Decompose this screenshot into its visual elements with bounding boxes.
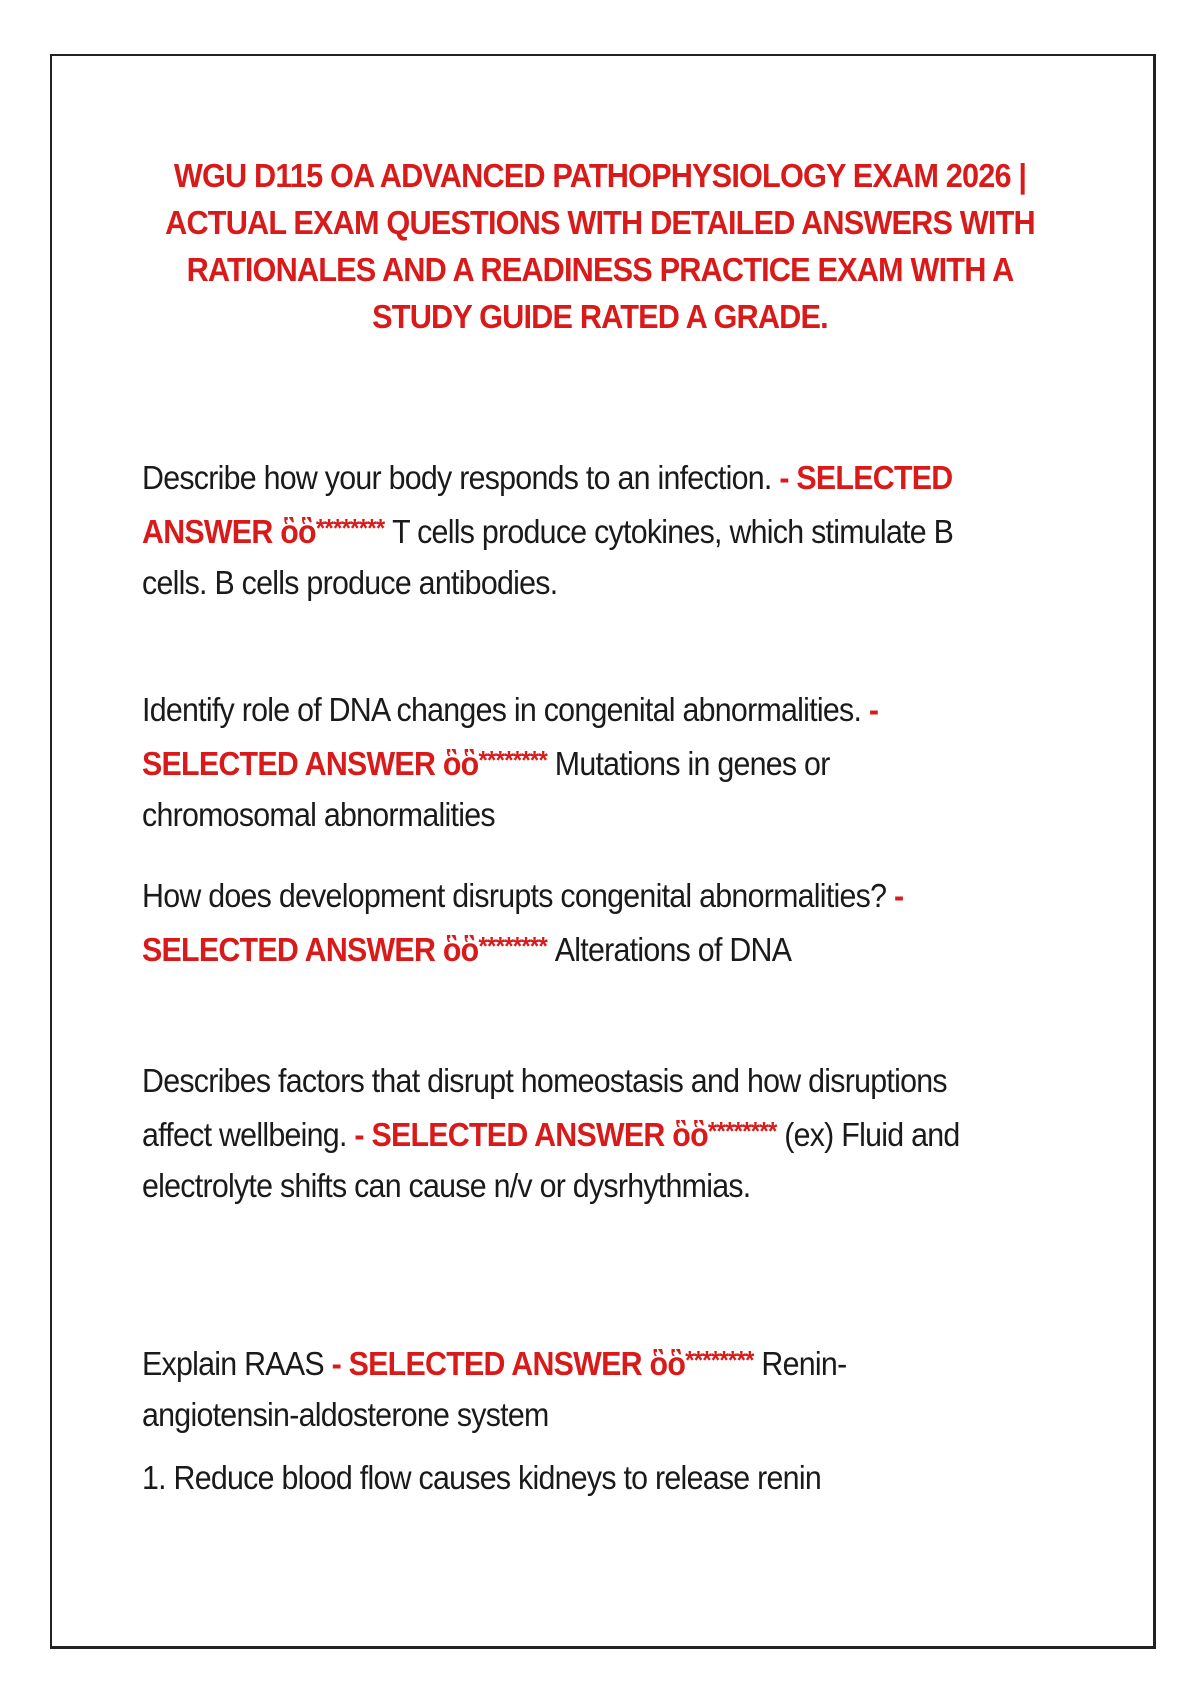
qa-item-infection-response [142, 452, 998, 608]
question-text: Describe how your body responds to an infection. [142, 459, 772, 496]
answer-text: T cells produce cytokines, which stimulate B cells. B cells produce antibodies. [142, 513, 954, 601]
answer-separator: - [868, 691, 879, 728]
answer-text: Mutations in genes or chromosomal abnormalities [142, 745, 830, 833]
answer-marker-stars: ******** [478, 931, 548, 961]
answer-marker-glyph: ὃὃ [649, 1345, 686, 1382]
selected-answer-label: SELECTED ANSWER [142, 745, 436, 782]
question-text: Explain RAAS [142, 1345, 324, 1382]
answer-marker-stars: ******** [685, 1345, 754, 1375]
question-text: How does development disrupts congenital abnormalities? [142, 877, 887, 914]
answer-marker-stars: ******** [315, 513, 385, 543]
question-text: Identify role of DNA changes in congenital abnormalities. [142, 691, 862, 728]
question-text: Describes factors that disrupt homeostasis and how disruptions affect wellbeing. [142, 1062, 947, 1153]
qa-item-dna-changes [142, 684, 998, 840]
qa-item-raas [142, 1335, 998, 1440]
answer-marker-glyph: ὃὃ [442, 931, 479, 968]
answer-separator: - [779, 459, 789, 496]
answer-separator: - [354, 1116, 364, 1153]
answer-marker-stars: ******** [707, 1116, 777, 1146]
selected-answer-label: SELECTED ANSWER [371, 1116, 665, 1153]
answer-separator: - [331, 1345, 341, 1382]
raas-step-1: 1. Reduce blood flow causes kidneys to release renin [142, 1459, 821, 1496]
selected-answer-label: SELECTED ANSWER [348, 1345, 642, 1382]
qa-item-homeostasis [142, 1055, 998, 1211]
qa-item-development-disruption [142, 870, 998, 975]
selected-answer-label: SELECTED ANSWER [142, 459, 953, 550]
answer-marker-glyph: ὃὃ [672, 1116, 708, 1153]
answer-marker-glyph: ὃὃ [442, 745, 479, 782]
answer-text: Renin-angiotensin-aldosterone system [142, 1345, 847, 1433]
answer-marker-stars: ******** [478, 745, 548, 775]
answer-marker-glyph: ὃὃ [280, 513, 316, 550]
answer-text: Alterations of DNA [554, 931, 792, 968]
answer-separator: - [893, 877, 904, 914]
selected-answer-label: SELECTED ANSWER [142, 931, 436, 968]
document-title: WGU D115 OA ADVANCED PATHOPHYSIOLOGY EXAM 2026 | ACTUAL EXAM QUESTIONS WITH DETAILED ANSWERS WITH RATIONALES AND A READINESS PRACTICE EXAM WITH A STUDY GUIDE RATED A GRADE. [165, 157, 1035, 335]
answer-text: (ex) Fluid and electrolyte shifts can cause n/v or dysrhythmias. [142, 1116, 960, 1204]
